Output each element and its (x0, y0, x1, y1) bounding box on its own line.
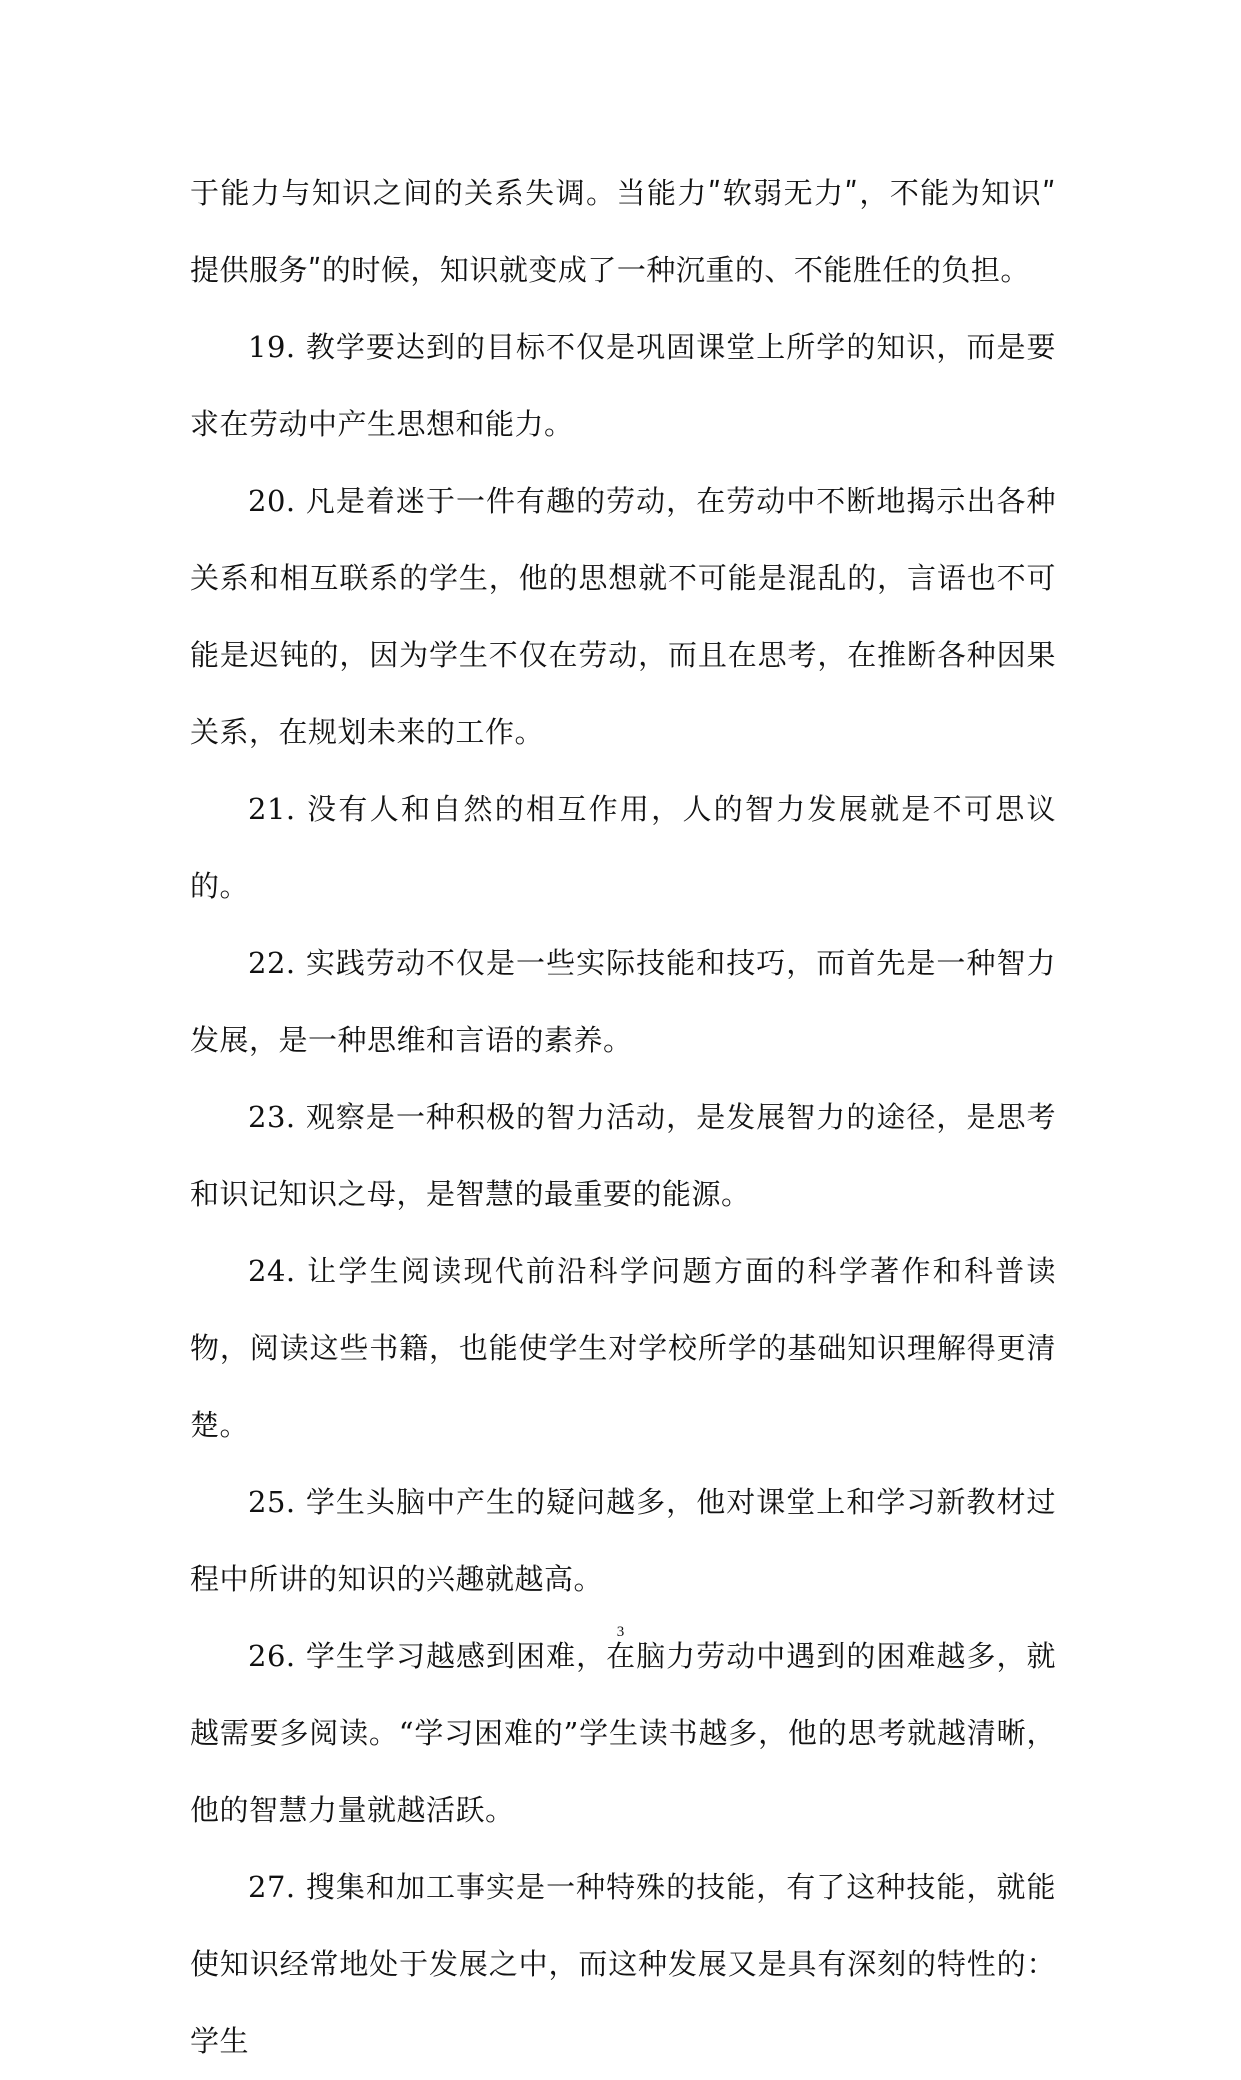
document-body (190, 155, 1056, 2080)
paragraph-22: 22. 实践劳动不仅是一些实际技能和技巧，而首先是一种智力发展，是一种思维和言语的素养。 (190, 946, 1056, 1057)
paragraph-19: 19. 教学要达到的目标不仅是巩固课堂上所学的知识，而是要求在劳动中产生思想和能力。 (190, 330, 1056, 441)
paragraph-24: 24. 让学生阅读现代前沿科学问题方面的科学著作和科普读物，阅读这些书籍，也能使学生对学校所学的基础知识理解得更清楚。 (190, 1254, 1056, 1442)
paragraph-20: 20. 凡是着迷于一件有趣的劳动，在劳动中不断地揭示出各种关系和相互联系的学生，他的思想就不可能是混乱的，言语也不可能是迟钝的，因为学生不仅在劳动，而且在思考，在推断各种因果关系，在规划未来的工作。 (190, 484, 1056, 749)
paragraph-21: 21. 没有人和自然的相互作用，人的智力发展就是不可思议的。 (190, 792, 1056, 903)
page-number: 3 (616, 1624, 625, 1640)
paragraph-continued: 于能力与知识之间的关系失调。当能力ʺ软弱无力ʺ，不能为知识ʺ提供服务ʺ的时候，知识就变成了一种沉重的、不能胜任的负担。 (190, 176, 1056, 287)
paragraph-26: 26. 学生学习越感到困难，在脑力劳动中遇到的困难越多，就越需要多阅读。“学习困难的”学生读书越多，他的思考就越清晰，他的智慧力量就越活跃。 (190, 1639, 1056, 1827)
paragraph-27: 27. 搜集和加工事实是一种特殊的技能，有了这种技能，就能使知识经常地处于发展之中，而这种发展又是具有深刻的特性的：学生 (190, 1870, 1056, 2058)
paragraph-25: 25. 学生头脑中产生的疑问越多，他对课堂上和学习新教材过程中所讲的知识的兴趣就越高。 (190, 1485, 1056, 1596)
paragraph-23: 23. 观察是一种积极的智力活动，是发展智力的途径，是思考和识记知识之母，是智慧的最重要的能源。 (190, 1100, 1056, 1211)
